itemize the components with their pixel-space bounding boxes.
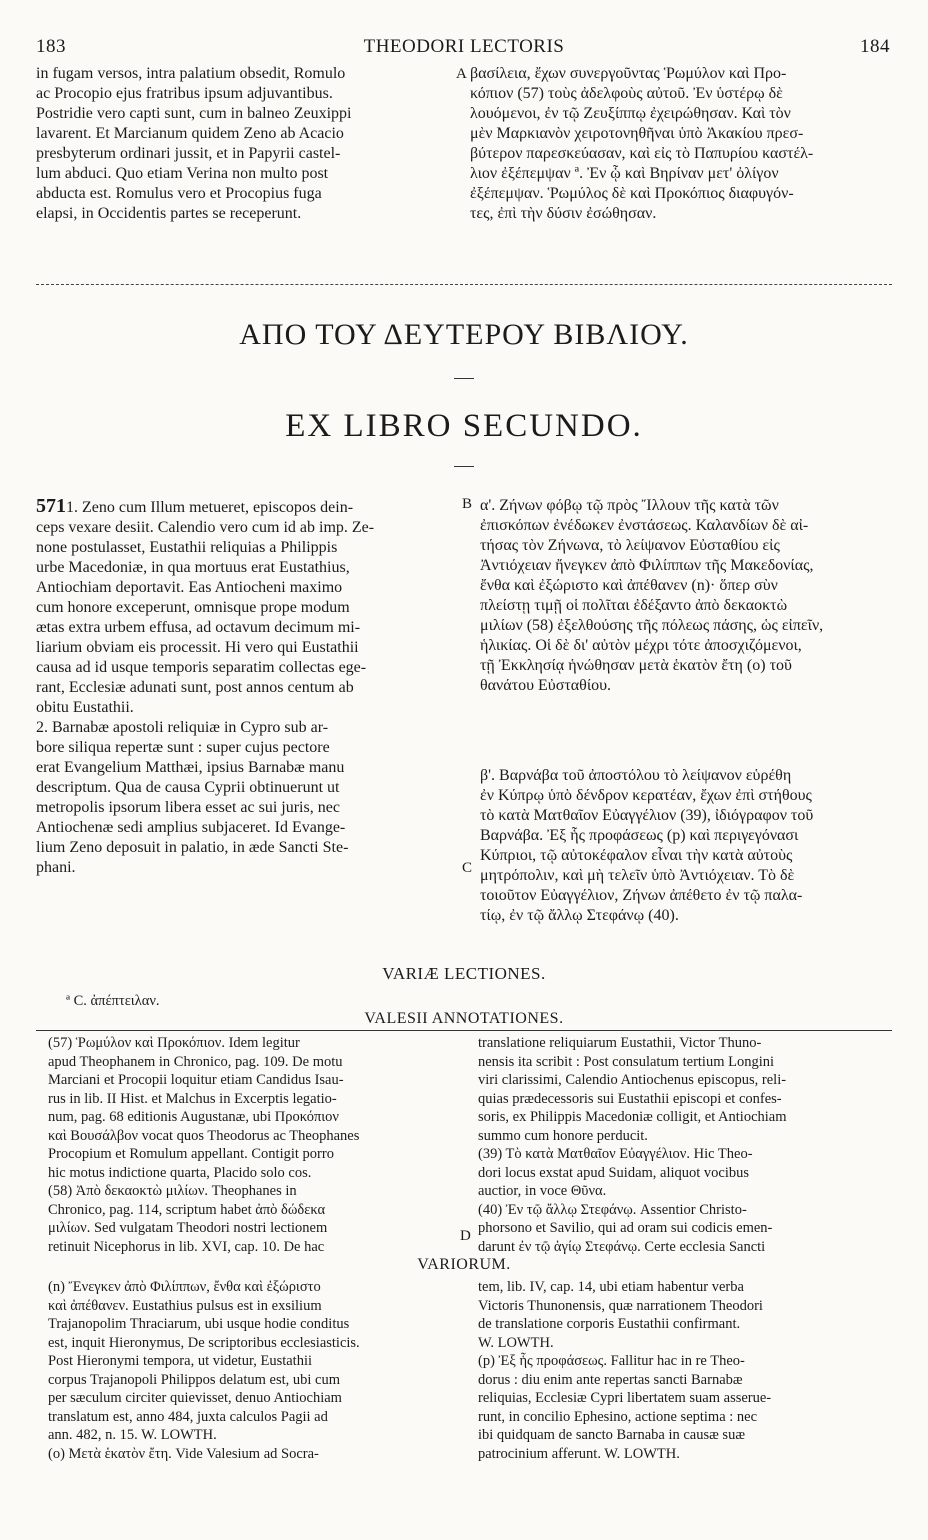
mid-greek-2-line: Κύπριοι, τῷ αὐτοκέφαλον εἶναι τὴν κατὰ αὐτοὺς	[480, 847, 793, 864]
variorum-left-line: corpus Trajanopoli Philippos delatum est, ubi cum	[48, 1371, 341, 1388]
variorum-left-line: καὶ ἀπέθανεν. Eustathius pulsus est in exsilium	[48, 1297, 322, 1314]
top-greek-line: λιον ἐξέπεμψαν ª. Ἐν ᾧ καὶ Βηρίναν μετ' ὀλίγον	[470, 165, 779, 182]
top-latin-line: in fugam versos, intra palatium obsedit, Romulo	[36, 65, 346, 82]
mid-latin-line: cum honore exceperunt, omnisque prope modum	[36, 599, 350, 616]
top-greek-line: μὲν Μαρκιανὸν χειροτονηθῆναι ὑπὸ Ἀκακίου πρεσ-	[470, 125, 804, 142]
valesii-right-line: auctior, in voce Θῦνα.	[478, 1183, 607, 1199]
title-dash-1	[454, 378, 474, 379]
top-greek-line: λουόμενοι, ἐν τῷ Ζευξίππῳ ἐχειρώθησαν. Καὶ τὸν	[470, 105, 791, 122]
mid-latin-line: Antiochiam deportavit. Eas Antiocheni maximo	[36, 579, 343, 596]
variorum-left-line: est, inquit Hieronymus, De scriptoribus ecclesiasticis.	[48, 1334, 360, 1351]
running-title: THEODORI LECTORIS	[363, 36, 565, 57]
variorum-left-line: translatum est, anno 484, juxta calculos Pagii ad	[48, 1408, 328, 1425]
notes-rule	[36, 1030, 892, 1031]
latin-book-title: EX LIBRO SECUNDO.	[285, 408, 643, 444]
mid-latin-line: rant, Ecclesiæ adunati sunt, post annos centum ab	[36, 679, 354, 696]
valesii-right-line: dori locus exstat apud Suidam, aliquot vocibus	[478, 1164, 750, 1181]
mid-greek-2-line: τίῳ, ἐν τῷ ἄλλῳ Στεφάνῳ (40).	[480, 907, 679, 924]
mid-latin-line: 2. Barnabæ apostoli reliquiæ in Cypro sub ar-	[36, 719, 329, 736]
variorum-right-line: (p) Ἐξ ἧς προφάσεως. Fallitur hac in re Theo-	[478, 1353, 745, 1369]
margin-letter-c: C	[462, 860, 473, 876]
top-greek-line: βασίλεια, ἔχων συνεργοῦντας Ῥωμύλον καὶ Προ-	[470, 65, 787, 82]
valesii-right-line: viri clarissimi, Calendio Antiochenus episcopus, reli-	[478, 1072, 787, 1088]
top-latin-line: abducta est. Romulus vero et Procopius fuga	[36, 185, 322, 202]
valesii-left-line: retinuit Nicephorus in lib. XVI, cap. 10. De hac	[48, 1238, 325, 1255]
mid-greek-2-line: τοιοῦτον Εὐαγγέλιον, Ζήνων ἀπέθετο ἐν τῷ παλα-	[480, 887, 803, 904]
top-latin-line: elapsi, in Occidentis partes se receperunt.	[36, 205, 302, 222]
valesii-left-column	[48, 1034, 458, 1256]
variae-lectiones-heading: VARIÆ LECTIONES.	[382, 964, 546, 983]
valesii-right-line: (39) Τὸ κατὰ Ματθαῖον Εὐαγγέλιον. Hic Theo-	[478, 1146, 753, 1162]
section-number: 571	[36, 495, 66, 517]
greek-book-title: ΑΠΟ ΤΟΥ ΔΕΥΤΕΡΟΥ ΒΙΒΛΙΟΥ.	[239, 318, 689, 351]
left-page-number: 183	[36, 36, 66, 57]
mid-latin-line: none postulasset, Eustathii reliquias a Philippis	[36, 539, 338, 556]
valesii-left-line: μιλίων. Sed vulgatam Theodori nostri lectionem	[48, 1220, 328, 1236]
top-greek-column	[470, 64, 900, 224]
mid-greek-1-line: τήσας τὸν Ζήνωνα, τὸ λείψανον Εὐσταθίου εἰς	[480, 537, 780, 554]
section-divider	[36, 284, 892, 285]
valesii-right-line: darunt ἐν τῷ ἁγίῳ Στεφάνῳ. Certe ecclesia Sancti	[478, 1238, 766, 1255]
margin-letter-b: B	[462, 496, 473, 512]
variorum-right-line: tem, lib. IV, cap. 14, ubi etiam habentur verba	[478, 1279, 744, 1295]
variorum-right-line: patrocinium afferunt. W. LOWTH.	[478, 1445, 680, 1462]
variorum-left-line: Post Hieronymi tempora, ut videtur, Eustathii	[48, 1353, 313, 1369]
valesii-left-line: Chronico, pag. 114, scriptum habet ἀπὸ δώδεκα	[48, 1201, 326, 1218]
mid-greek-1-line: ἔνθα καὶ ἐξώριστο καὶ ἀπέθανεν (n)· ὅπερ σὺν	[480, 577, 778, 594]
mid-latin-line: liarium obviam eis processit. Hi vero qui Eustathii	[36, 639, 359, 656]
valesii-right-line: translatione reliquiarum Eustathii, Victor Thuno-	[478, 1035, 762, 1051]
mid-greek-2-line: μητρόπολιν, καὶ μὴ τελεῖν ὑπὸ Ἀντιόχειαν. Τὸ δὲ	[480, 867, 795, 884]
mid-greek-1-line: α'. Ζήνων φόβῳ τῷ πρὸς Ἴλλουν τῆς κατὰ τῶν	[480, 497, 779, 514]
mid-latin-line: phani.	[36, 859, 76, 876]
variorum-left-line: ann. 482, n. 15. W. LOWTH.	[48, 1427, 217, 1443]
valesii-right-line: summo cum honore perducit.	[478, 1127, 648, 1144]
valesii-right-line: (40) Ἐν τῷ ἄλλῳ Στεφάνῳ. Assentior Christo-	[478, 1201, 747, 1218]
variae-note: ª C. ἀπέπτειλαν.	[66, 993, 160, 1009]
mid-greek-1-line: ἡλικίας. Οἱ δὲ δι' αὐτὸν μέχρι τότε ἀποσχιζόμενοι,	[480, 637, 802, 654]
variorum-heading: VARIORUM.	[417, 1256, 511, 1273]
right-page-number: 184	[860, 36, 890, 57]
margin-letter-a: A	[456, 66, 467, 82]
mid-greek-1-line: ἐπισκόπων ἐνέδωκεν ἐνστάσεως. Καλανδίων δὲ αἰ-	[480, 517, 809, 534]
mid-latin-first-line: 5711. Zeno cum Illum metueret, episcopos dein-	[36, 495, 354, 517]
mid-greek-2-line: τὸ κατὰ Ματθαῖον Εὐαγγέλιον (39), ἰδιόγραφον τοῦ	[480, 807, 814, 824]
mid-greek-column-2	[480, 766, 900, 926]
mid-greek-2-line: β'. Βαρνάβα τοῦ ἀποστόλου τὸ λείψανον εὑρέθη	[480, 767, 792, 784]
variorum-left-column	[48, 1278, 458, 1463]
top-greek-line: βύτερον παρεσκεύασαν, καὶ εἰς τὸ Παπυρίου καστέλ-	[470, 145, 814, 162]
mid-latin-line: ceps vexare desiit. Calendio vero cum id ab imp. Ze-	[36, 519, 375, 536]
valesii-right-line: nensis ita scribit : Post consulatum tertium Longini	[478, 1053, 775, 1070]
valesii-heading: VALESII ANNOTATIONES.	[364, 1010, 564, 1027]
top-greek-line: τες, ἐπὶ τὴν δύσιν ἐσώθησαν.	[470, 205, 657, 222]
mid-greek-1-line: πλείστῃ τιμῇ οἱ πολῖται ἐδέξαντο ἀπὸ δεκαοκτὼ	[480, 597, 788, 614]
valesii-left-line: Procopium et Romulum appellant. Contigit porro	[48, 1146, 334, 1162]
variorum-right-line: dorus : diu enim ante repertas sancti Barnabæ	[478, 1371, 743, 1388]
title-dash-2	[454, 466, 474, 467]
valesii-left-line: rus in lib. II Hist. et Malchus in Excerptis legatio-	[48, 1090, 337, 1107]
valesii-left-line: hic motus indictione quarta, Placido solo cos.	[48, 1164, 312, 1181]
top-latin-line: Postridie vero capti sunt, cum in balneo Zeuxippi	[36, 105, 352, 122]
mid-greek-2-line: ἐν Κύπρῳ ὑπὸ δένδρον κερατέαν, ἔχων ἐπὶ στήθους	[480, 787, 812, 804]
top-greek-line: ἐξέπεμψαν. Ῥωμύλος δὲ καὶ Προκόπιος διαφυγόν-	[470, 185, 794, 202]
top-latin-line: presbyterum ordinari jussit, et in Papyrii castel-	[36, 145, 341, 162]
top-greek-line: κόπιον (57) τοὺς ἀδελφοὺς αὐτοῦ. Ἐν ὑστέρῳ δὲ	[470, 85, 783, 102]
valesii-left-line: καὶ Βουσάλβον vocat quos Theodorus ac Theophanes	[48, 1127, 360, 1144]
top-latin-line: lavarent. Et Marcianum quidem Zeno ab Acacio	[36, 125, 344, 142]
valesii-right-line: quias prædecessoris sui Eustathii episcopi et confes-	[478, 1090, 782, 1107]
mid-latin-line: bore siliqua repertæ sunt : super cujus pectore	[36, 739, 330, 756]
mid-latin-line: descriptum. Qua de causa Cyprii obtinuerunt ut	[36, 779, 340, 796]
mid-greek-2-line: Βαρνάβα. Ἐξ ἧς προφάσεως (p) καὶ περιγεγόνασι	[480, 827, 799, 844]
mid-latin-line: lium Zeno deposuit in palatio, in æde Sancti Ste-	[36, 839, 349, 856]
mid-latin-line: causa ad id usque temporis separatim collectas ege-	[36, 659, 367, 676]
valesii-right-line: soris, ex Philippis Macedoniæ colligit, et Antiochiam	[478, 1109, 787, 1125]
mid-latin-line: Antiochenæ sedi amplius subjaceret. Id Evange-	[36, 819, 346, 836]
mid-latin-line: ætas extra urbem effusa, ad octavum decimum mi-	[36, 619, 361, 636]
mid-latin-line: obitu Eustathii.	[36, 699, 134, 716]
variorum-right-line: runt, in concilio Ephesino, actione septima : nec	[478, 1408, 758, 1425]
variorum-right-line: de translatione corporis Eustathii confirmant.	[478, 1316, 741, 1332]
variorum-right-column	[478, 1278, 898, 1463]
margin-letter-d: D	[460, 1228, 471, 1244]
mid-greek-1-line: Ἀντιόχειαν ἤνεγκεν ἀπὸ Φιλίππων τῆς Μακεδονίας,	[480, 557, 814, 574]
mid-latin-column	[36, 496, 456, 878]
variorum-left-line: (o) Μετὰ ἑκατὸν ἔτη. Vide Valesium ad Socra-	[48, 1445, 319, 1462]
mid-greek-column-1	[480, 496, 900, 696]
top-latin-line: ac Procopio ejus fratribus ipsum adjuvantibus.	[36, 85, 333, 102]
variorum-right-line: Victoris Thunonensis, quæ narrationem Theodori	[478, 1297, 763, 1314]
valesii-left-line: apud Theophanem in Chronico, pag. 109. De motu	[48, 1053, 343, 1070]
variorum-right-line: reliquias, Ecclesiæ Cypri libertatem suam asserue-	[478, 1390, 772, 1406]
mid-latin-line: metropolis ipsorum libera esset ac sui juris, nec	[36, 799, 340, 816]
valesii-left-line: num, pag. 68 editionis Augustanæ, ubi Προκόπιον	[48, 1109, 339, 1125]
mid-greek-1-line: θανάτου Εὐσταθίου.	[480, 677, 612, 694]
valesii-left-line: Marciani et Procopii loquitur etiam Candidus Isau-	[48, 1072, 344, 1088]
mid-greek-1-line: τῇ Ἐκκλησίᾳ ἡνώθησαν μετὰ ἑκατὸν ἔτη (o) τοῦ	[480, 657, 792, 674]
mid-latin-line: urbe Macedoniæ, in qua mortuus erat Eustathius,	[36, 559, 350, 576]
variorum-left-line: (n) Ἔνεγκεν ἀπὸ Φιλίππων, ἔνθα καὶ ἐξώριστο	[48, 1279, 321, 1295]
variorum-right-line: ibi quidquam de sancto Barnaba in causæ suæ	[478, 1427, 745, 1443]
variorum-left-line: per sæculum circiter quievisset, denuo Antiochiam	[48, 1390, 342, 1406]
top-latin-line: lum abduci. Quo etiam Verina non multo post	[36, 165, 329, 182]
valesii-right-line: phorsono et Savilio, qui ad oram sui codicis emen-	[478, 1220, 773, 1236]
valesii-left-line: (58) Ἀπὸ δεκαοκτὼ μιλίων. Theophanes in	[48, 1183, 297, 1199]
mid-latin-line: erat Evangelium Matthæi, ipsius Barnabæ manu	[36, 759, 345, 776]
top-latin-column	[36, 64, 456, 224]
variorum-right-line: W. LOWTH.	[478, 1334, 554, 1351]
valesii-left-line: (57) Ῥωμύλον καὶ Προκόπιον. Idem legitur	[48, 1035, 300, 1051]
variorum-left-line: Trajanopolim Thraciarum, ubi usque hodie conditus	[48, 1316, 350, 1332]
mid-greek-1-line: μιλίων (58) ἐξελθούσης τῆς πόλεως πάσης, ὡς εἰπεῖν,	[480, 617, 824, 634]
valesii-right-column	[478, 1034, 898, 1256]
